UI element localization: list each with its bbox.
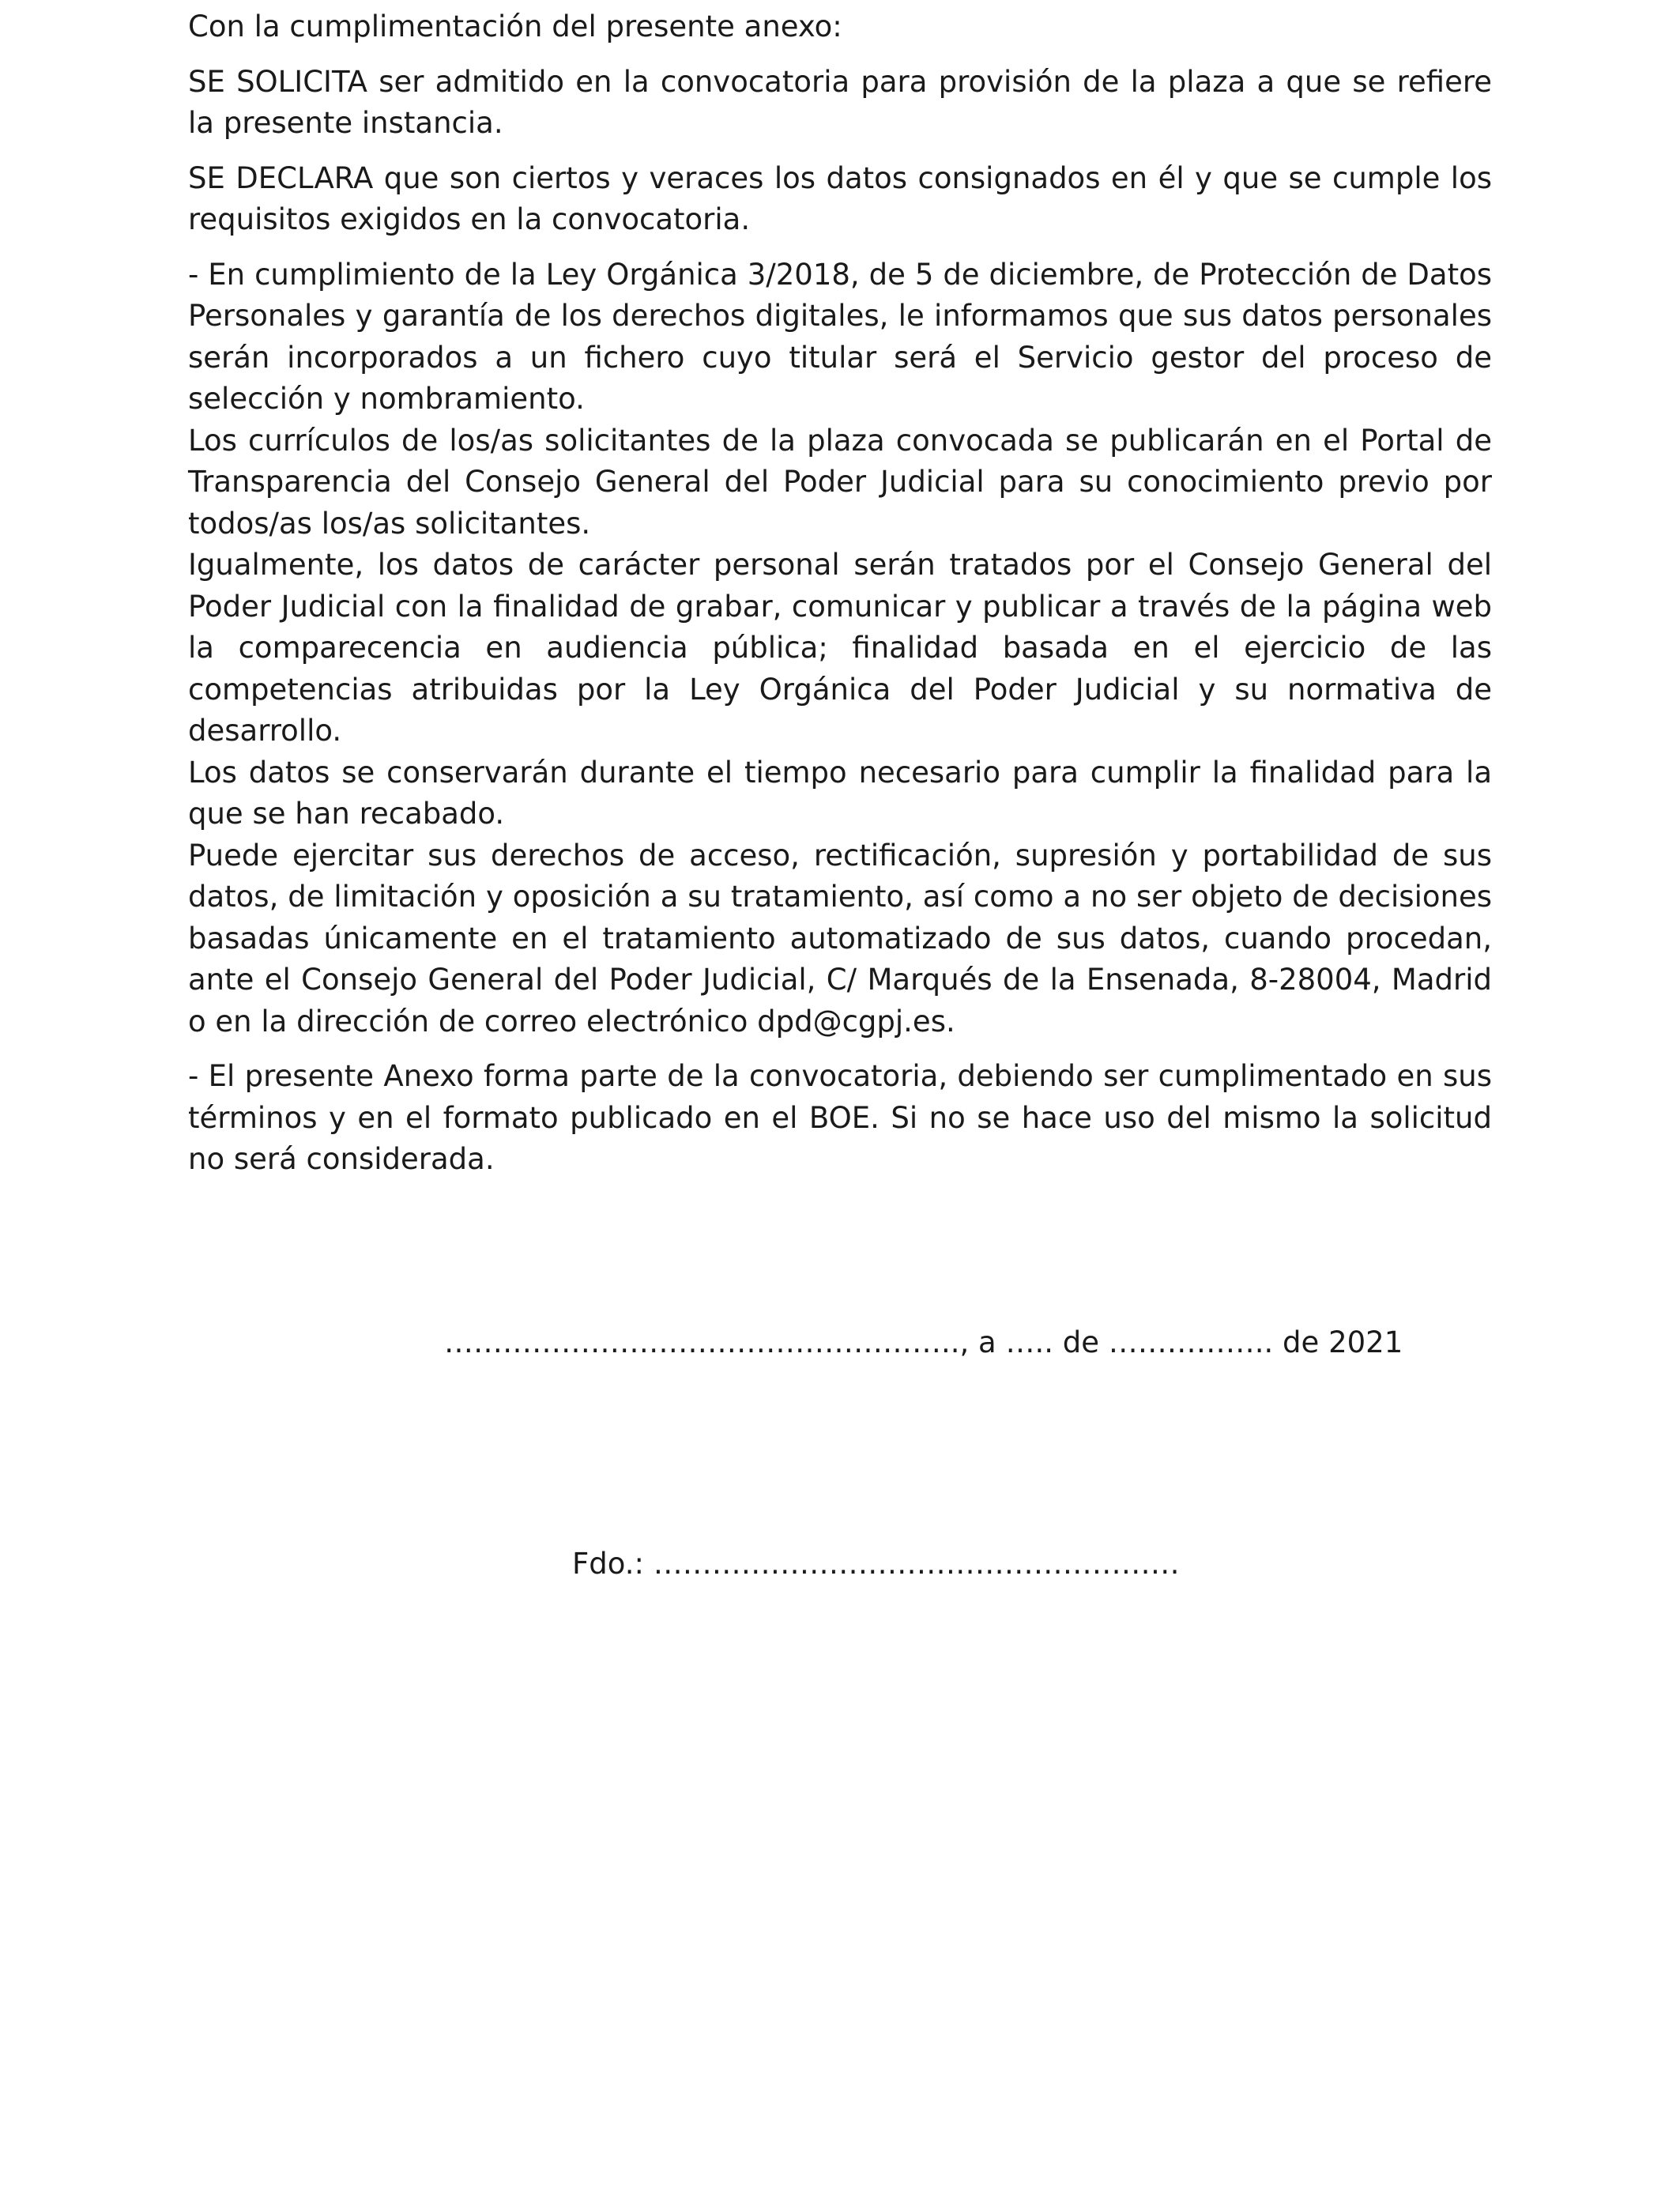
data-protection-paragraph-4: Los datos se conservarán durante el tiempo necesario para cumplir la finalidad para la que se han recabado. [188,755,1492,831]
data-protection-paragraph-1: - En cumplimiento de la Ley Orgánica 3/2018, de 5 de diciembre, de Protección de Datos Personales y garantía de los derechos digitales, le informamos que sus datos personales serán incorporados a un fichero cuyo titular será el Servicio gestor del proceso de selección y nombramiento. [188,257,1492,416]
data-protection-paragraph-3: Igualmente, los datos de carácter personal serán tratados por el Consejo General del Poder Judicial con la finalidad de grabar, comunicar y publicar a través de la página web la comparecencia en audiencia pública; finalidad basada en el ejercicio de las competencias atribuidas por la Ley Orgánica del Poder Judicial y su normativa de desarrollo. [188,548,1492,748]
solicita-paragraph: SE SOLICITA ser admitido en la convocatoria para provisión de la plaza a que se refiere la presente instancia. [188,64,1492,140]
document-body [188,0,1492,1181]
signature-line: Fdo.: ……………………………………………… [572,1547,1180,1581]
data-protection-paragraph-2: Los currículos de los/as solicitantes de la plaza convocada se publicarán en el Portal de Transparencia del Consejo General del Poder Judicial para su conocimiento previo por todos/as los/as solicitantes. [188,423,1492,541]
data-protection-paragraph-5: Puede ejercitar sus derechos de acceso, rectificación, supresión y portabilidad de sus datos, de limitación y oposición a su tratamiento, así como a no ser objeto de decisiones basadas únicamente en el tratamiento automatizado de sus datos, cuando procedan, ante el Consejo General del Poder Judicial, C/ Marqués de la Ensenada, 8-28004, Madrid o en la dirección de correo electrónico dpd@cgpj.es. [188,838,1492,1039]
anexo-note-paragraph: - El presente Anexo forma parte de la convocatoria, debiendo ser cumplimentado en sus términos y en el formato publicado en el BOE. Si no se hace uso del mismo la solicitud no será considerada. [188,1059,1492,1176]
declara-paragraph: SE DECLARA que son ciertos y veraces los datos consignados en él y que se cumple los requisitos exigidos en la convocatoria. [188,160,1492,236]
date-place-line: …………………………………………….., a ….. de …………….. de 2021 [444,1325,1403,1359]
intro-text: Con la cumplimentación del presente anexo: [188,9,842,43]
